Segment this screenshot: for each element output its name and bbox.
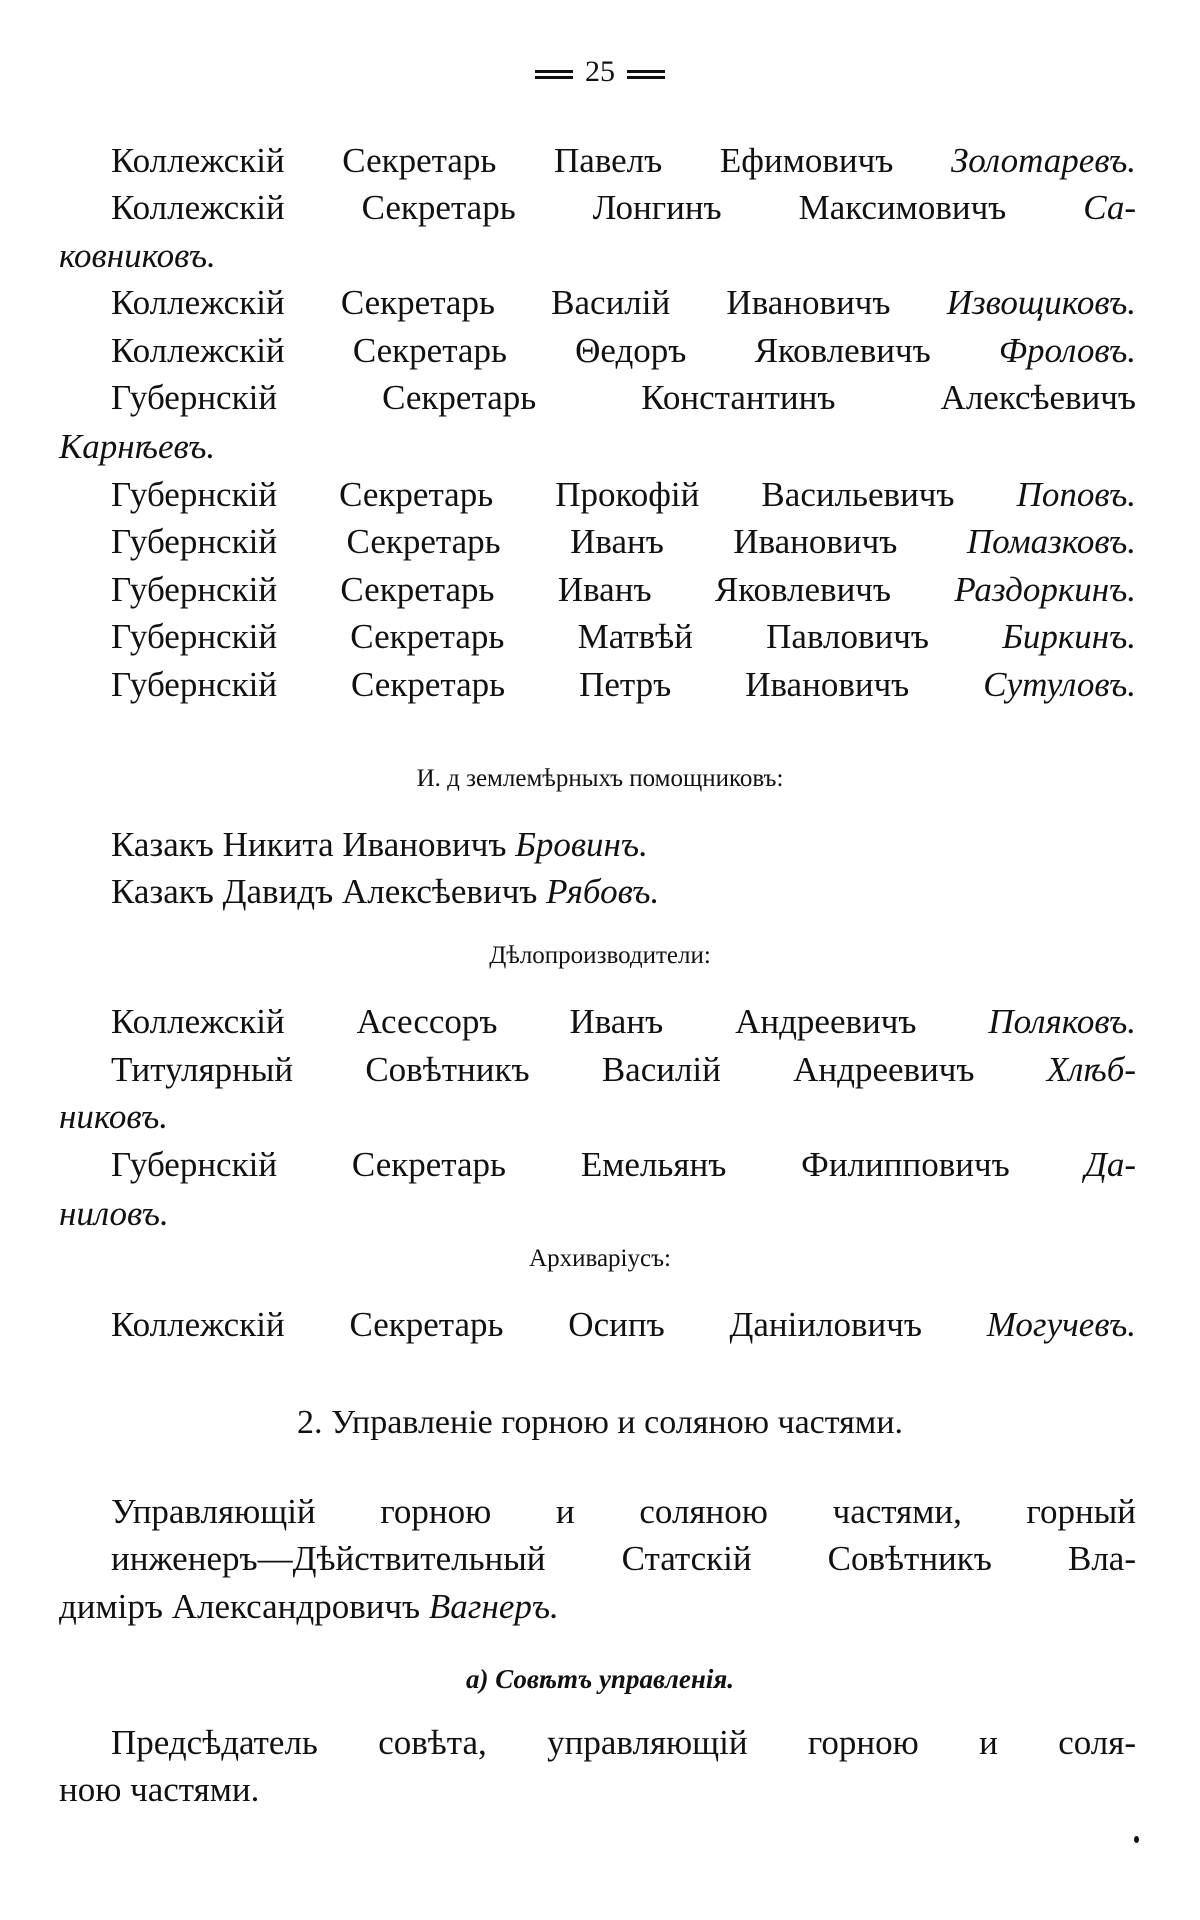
official-line: Губернскій Секретарь Матвѣй Павловичъ Биркинъ. bbox=[111, 617, 1136, 656]
official-line: Губернскій Секретарь Иванъ Ивановичъ Помазковъ. bbox=[111, 522, 1136, 561]
official-line: Губернскій Секретарь Константинъ Алексѣевичъ bbox=[111, 378, 1136, 417]
official-line: Губернскій Секретарь Петръ Ивановичъ Сутуловъ. bbox=[111, 665, 1136, 704]
official-line: Губернскій Секретарь Прокофій Васильевичъ Поповъ. bbox=[111, 475, 1136, 514]
double-rule-left bbox=[535, 70, 573, 79]
double-rule-right bbox=[627, 70, 665, 79]
paragraph-line: диміръ Александровичъ Вагнеръ. bbox=[59, 1587, 559, 1626]
section-heading: Архиваріусъ: bbox=[529, 1245, 671, 1272]
paragraph-line: Предсѣдатель совѣта, управляющій горною и соля- bbox=[111, 1723, 1136, 1762]
official-line: Коллежскій Секретарь Василій Ивановичъ Извощиковъ. bbox=[111, 283, 1136, 322]
official-line-continuation: никовъ. bbox=[59, 1097, 169, 1136]
official-line: Коллежскій Секретарь Лонгинъ Максимовичъ Са- bbox=[111, 188, 1136, 227]
section-heading: Дѣлопроизводители: bbox=[489, 942, 711, 969]
official-line: Губернскій Секретарь Емельянъ Филипповичъ Да- bbox=[111, 1145, 1136, 1184]
official-line: Коллежскій Секретарь Павелъ Ефимовичъ Золотаревъ. bbox=[111, 141, 1136, 180]
official-line: Казакъ Давидъ Алексѣевичъ Рябовъ. bbox=[111, 872, 660, 911]
official-line: Губернскій Секретарь Иванъ Яковлевичъ Раздоркинъ. bbox=[111, 570, 1136, 609]
section-heading: И. д землемѣрныхъ помощниковъ: bbox=[416, 765, 784, 792]
subheading: а) Совѣтъ управленія. bbox=[465, 1664, 735, 1694]
official-line: Коллежскій Секретарь Осипъ Даніиловичъ Могучевъ. bbox=[111, 1305, 1136, 1344]
ink-speck bbox=[1134, 1836, 1139, 1843]
paragraph-line: ною частями. bbox=[59, 1770, 260, 1809]
paragraph-line: инженеръ—Дѣйствительный Статскій Совѣтникъ Вла- bbox=[111, 1539, 1136, 1578]
page-number: 25 bbox=[0, 48, 1200, 96]
official-line-continuation: Карнѣевъ. bbox=[59, 427, 216, 466]
chapter-heading: 2. Управленіе горною и соляною частями. bbox=[296, 1404, 904, 1441]
official-line: Титулярный Совѣтникъ Василій Андреевичъ Хлѣб- bbox=[111, 1050, 1136, 1089]
official-line-continuation: ковниковъ. bbox=[59, 236, 216, 275]
paragraph-line: Управляющій горною и соляною частями, горный bbox=[111, 1492, 1136, 1531]
official-line: Казакъ Никита Ивановичъ Бровинъ. bbox=[111, 825, 648, 864]
official-line: Коллежскій Асессоръ Иванъ Андреевичъ Поляковъ. bbox=[111, 1002, 1136, 1041]
official-line-continuation: ниловъ. bbox=[59, 1194, 169, 1233]
official-line: Коллежскій Секретарь Θедоръ Яковлевичъ Фроловъ. bbox=[111, 331, 1136, 370]
